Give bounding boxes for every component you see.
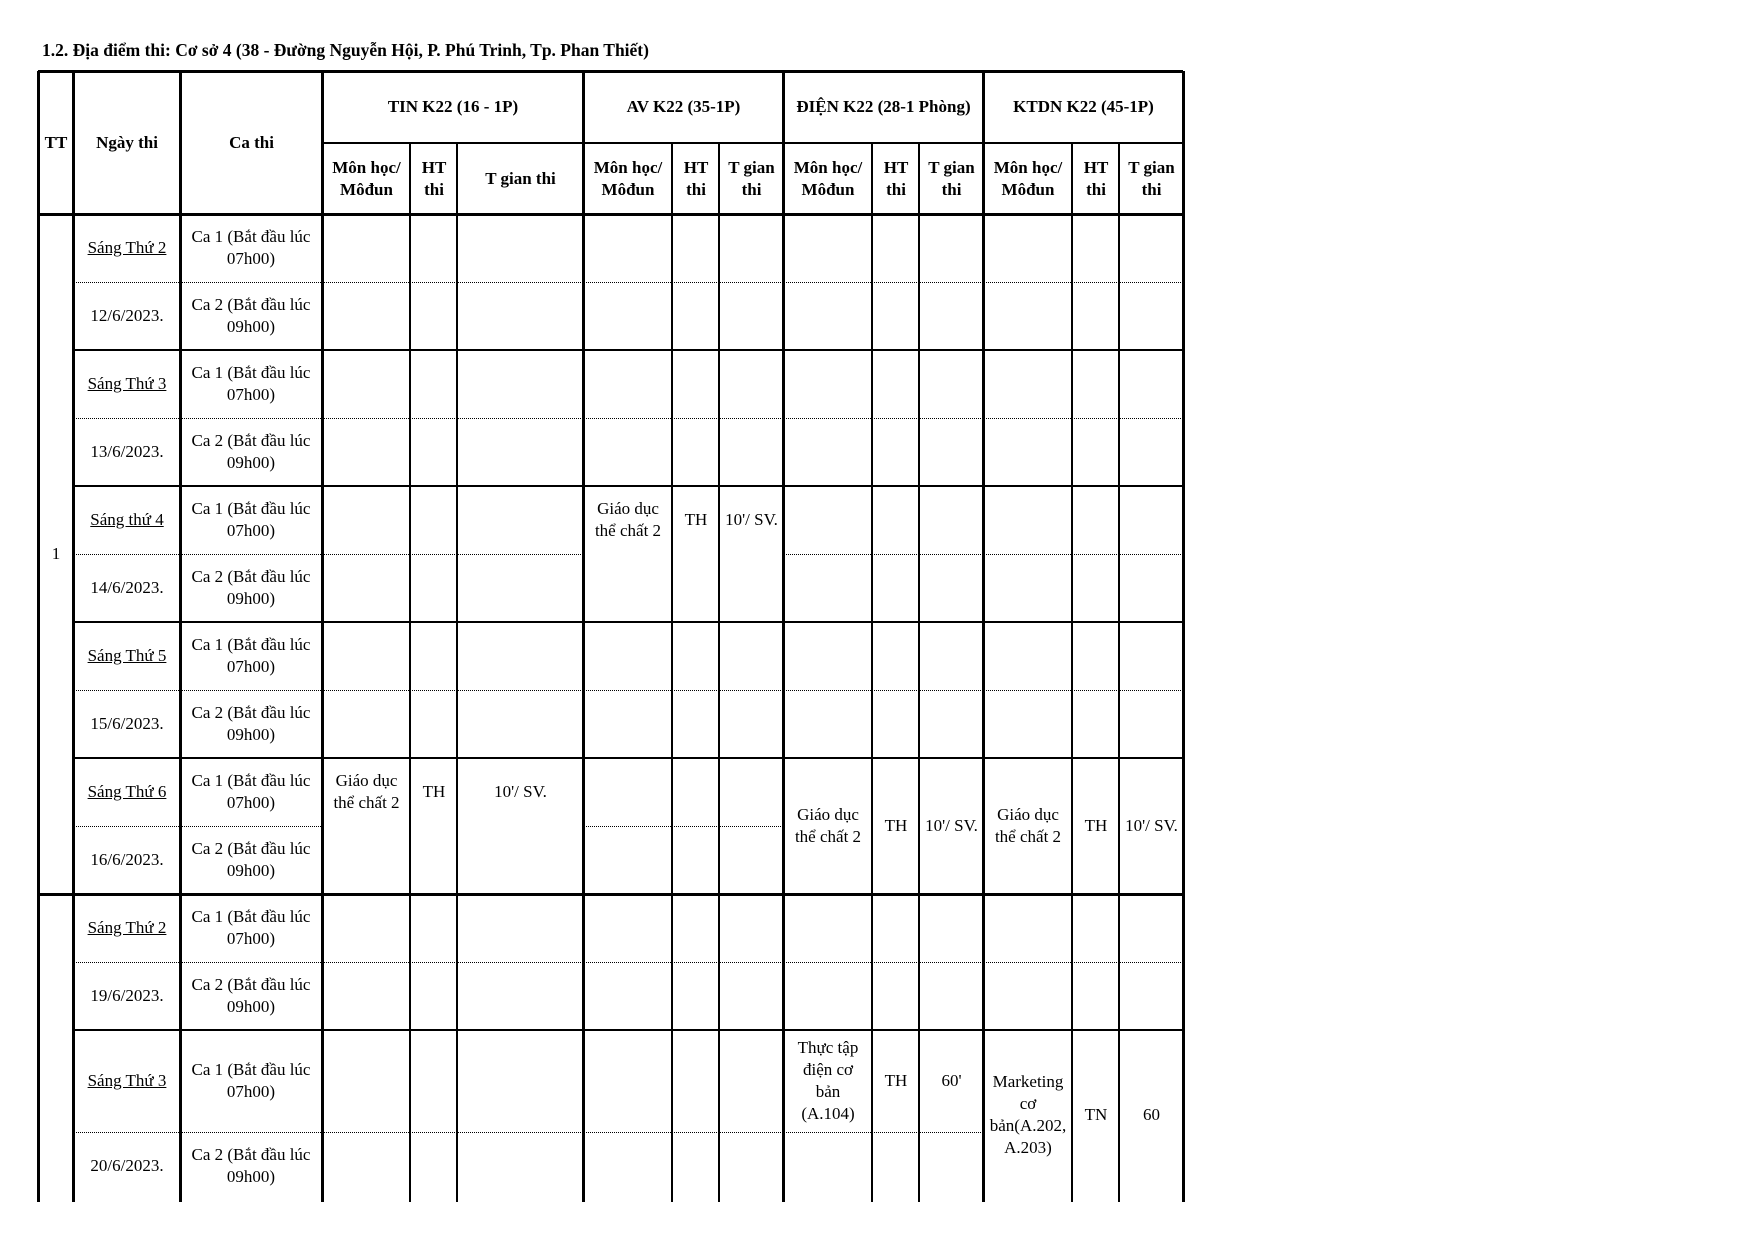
subheader-mon-hoc: Môn học/ Môđun	[993, 157, 1063, 199]
tin-subject: Giáo dục thể chất 2	[333, 771, 400, 812]
av-subject: Giáo dục thể chất 2	[594, 499, 662, 540]
group-header-av: AV K22 (35-1P)	[626, 97, 741, 116]
day-date: 20/6/2023.	[90, 1156, 164, 1175]
shift-ca1: Ca 1 (Bắt đầu lúc 07h00)	[191, 907, 311, 948]
shift-ca2: Ca 2 (Bắt đầu lúc 09h00)	[191, 703, 311, 744]
av-form: TH	[684, 510, 708, 529]
grid-line	[1118, 758, 1120, 894]
day-label: Sáng Thứ 2	[87, 238, 167, 257]
shift-ca1: Ca 1 (Bắt đầu lúc 07h00)	[191, 771, 311, 812]
grid-line	[871, 758, 873, 894]
grid-line	[409, 143, 411, 1202]
grid-line	[1071, 1030, 1073, 1202]
day-date: 12/6/2023.	[90, 306, 164, 325]
subheader-ht-thi: HT thi	[683, 157, 709, 199]
day-date: 16/6/2023.	[90, 850, 164, 869]
grid-line	[918, 758, 920, 894]
col-header-ca-thi: Ca thi	[229, 132, 274, 152]
grid-line	[456, 758, 458, 894]
ktdn-time-thu3: 60	[1143, 1105, 1160, 1124]
subheader-t-gian-thi: T gian thi	[485, 168, 556, 188]
tin-form: TH	[422, 782, 446, 801]
subheader-t-gian-thi: T gian thi	[1128, 157, 1175, 199]
grid-line	[718, 143, 720, 1202]
grid-line	[321, 71, 324, 1202]
grid-line	[918, 143, 920, 1202]
day-date: 14/6/2023.	[90, 578, 164, 597]
ktdn-time: 10'/ SV.	[1125, 816, 1178, 835]
col-header-tt: TT	[44, 132, 68, 152]
day-date: 13/6/2023.	[90, 442, 164, 461]
grid-line	[582, 71, 585, 1202]
ktdn-subject: Giáo dục thể chất 2	[994, 805, 1062, 846]
ktdn-form-thu3: TN	[1084, 1105, 1108, 1124]
group-header-ktdn: KTDN K22 (45-1P)	[1013, 97, 1154, 116]
dien-time: 10'/ SV.	[925, 816, 978, 835]
shift-ca1: Ca 1 (Bắt đầu lúc 07h00)	[191, 363, 311, 404]
grid-line	[1118, 1030, 1120, 1202]
grid-line	[671, 486, 673, 622]
day-date: 15/6/2023.	[90, 714, 164, 733]
shift-ca1: Ca 1 (Bắt đầu lúc 07h00)	[191, 499, 311, 540]
shift-ca2: Ca 2 (Bắt đầu lúc 09h00)	[191, 975, 311, 1016]
grid-line	[322, 142, 1183, 144]
subheader-mon-hoc: Môn học/ Môđun	[593, 157, 663, 199]
shift-ca1: Ca 1 (Bắt đầu lúc 07h00)	[191, 227, 311, 268]
day-label: Sáng Thứ 6	[87, 782, 167, 801]
tt-value: 1	[51, 544, 61, 563]
subheader-ht-thi: HT thi	[421, 157, 447, 199]
subheader-ht-thi: HT thi	[883, 157, 909, 199]
subheader-t-gian-thi: T gian thi	[928, 157, 975, 199]
day-label: Sáng Thứ 3	[87, 374, 167, 393]
grid-line	[1071, 758, 1073, 894]
group-header-tin: TIN K22 (16 - 1P)	[387, 97, 519, 116]
page-title: 1.2. Địa điểm thi: Cơ sở 4 (38 - Đường Nguyễn Hội, P. Phú Trinh, Tp. Phan Thiết)	[42, 40, 649, 60]
day-label: Sáng thứ 4	[90, 510, 164, 529]
dien-form-thu3: TH	[884, 1071, 908, 1090]
dien-time-thu3: 60'	[941, 1071, 962, 1090]
grid-line	[456, 143, 458, 1202]
subheader-mon-hoc: Môn học/ Môđun	[793, 157, 863, 199]
col-header-ngay-thi: Ngày thi	[96, 132, 158, 152]
day-date: 19/6/2023.	[90, 986, 164, 1005]
merged-cell-mask	[40, 896, 72, 1201]
av-time: 10'/ SV.	[725, 510, 778, 529]
shift-ca2: Ca 2 (Bắt đầu lúc 09h00)	[191, 839, 311, 880]
grid-line-dotted	[783, 1132, 983, 1133]
dien-form: TH	[884, 816, 908, 835]
dien-subject-thu3: Thực tập điện cơ bản (A.104)	[797, 1038, 859, 1123]
day-label: Sáng Thứ 2	[87, 918, 167, 937]
grid-line	[409, 758, 411, 894]
shift-ca1: Ca 1 (Bắt đầu lúc 07h00)	[191, 1060, 311, 1101]
subheader-mon-hoc: Môn học/ Môđun	[332, 157, 401, 199]
tin-time: 10'/ SV.	[494, 782, 547, 801]
grid-line	[718, 486, 720, 622]
group-header-dien: ĐIỆN K22 (28-1 Phòng)	[796, 97, 971, 116]
subheader-t-gian-thi: T gian thi	[728, 157, 775, 199]
ktdn-form: TH	[1084, 816, 1108, 835]
day-label: Sáng Thứ 5	[87, 646, 167, 665]
ktdn-subject-thu3: Marketing cơ bản(A.202, A.203)	[989, 1072, 1067, 1157]
grid-line	[671, 143, 673, 1202]
grid-line	[871, 143, 873, 1202]
shift-ca2: Ca 2 (Bắt đầu lúc 09h00)	[191, 431, 311, 472]
shift-ca2: Ca 2 (Bắt đầu lúc 09h00)	[191, 295, 311, 336]
dien-subject: Giáo dục thể chất 2	[794, 805, 862, 846]
shift-ca2: Ca 2 (Bắt đầu lúc 09h00)	[191, 1145, 311, 1186]
subheader-ht-thi: HT thi	[1083, 157, 1109, 199]
day-label: Sáng Thứ 3	[87, 1071, 167, 1090]
shift-ca2: Ca 2 (Bắt đầu lúc 09h00)	[191, 567, 311, 608]
shift-ca1: Ca 1 (Bắt đầu lúc 07h00)	[191, 635, 311, 676]
